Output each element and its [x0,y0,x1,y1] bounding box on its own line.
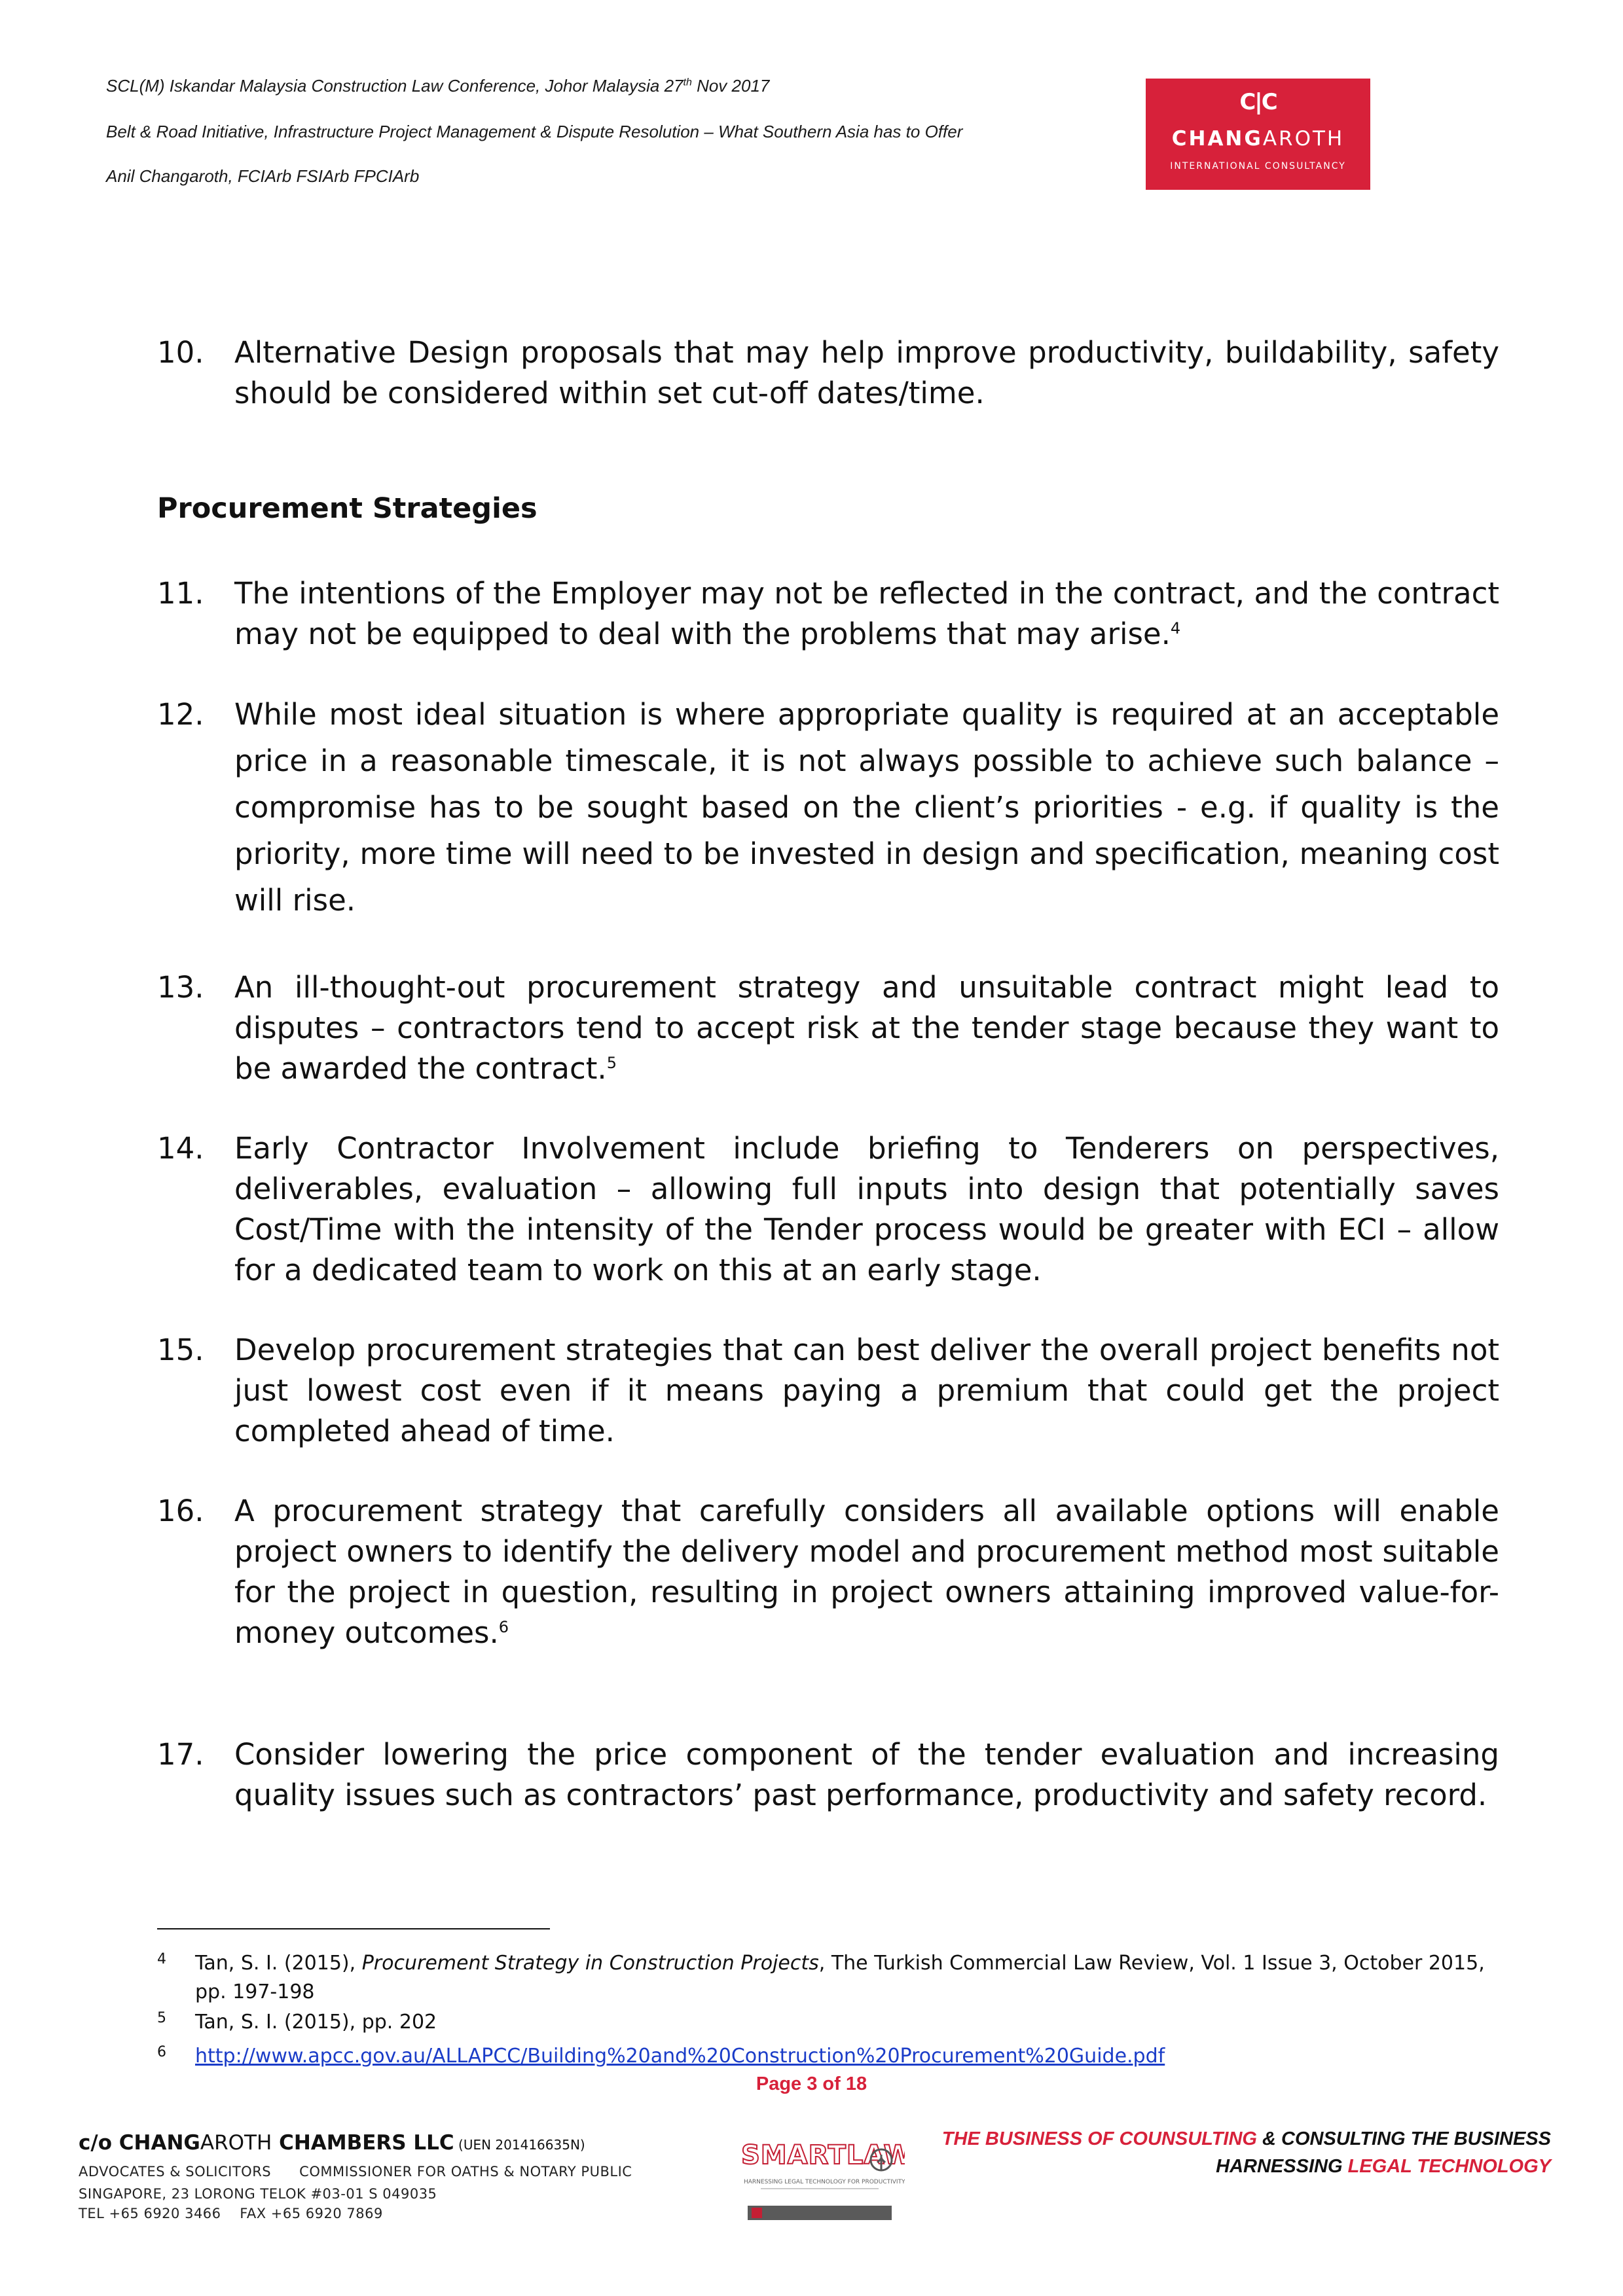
footnote-number: 5 [157,2010,166,2026]
smartlaw-icon [735,2128,905,2227]
footer-phone-fax: TEL +65 6920 3466 FAX +65 6920 7869 [79,2206,383,2221]
footnote-ref[interactable]: 6 [498,1618,509,1636]
header-author-line: Anil Changaroth, FCIArb FSIArb FPCIArb [106,166,420,186]
item-text: Consider lowering the price component of the tender evaluation and increasing quality issues such as contractors’ past performance, productivity and safety record. [234,1737,1499,1812]
smartlaw-subtitle: HARNESSING LEGAL TECHNOLOGY FOR PRODUCTIVITY [744,2179,905,2185]
footer-address: SINGAPORE, 23 LORONG TELOK #03-01 S 049035 [79,2186,437,2202]
item-number: 10. [157,335,204,370]
list-item-13 [157,967,1499,1089]
footer-tagline-1: THE BUSINESS OF COUNSULTING & CONSULTING THE BUSINESS [941,2128,1551,2149]
footnote-number: 6 [157,2044,166,2060]
list-item-16 [157,1491,1499,1653]
footer-tagline-2: HARNESSING LEGAL TECHNOLOGY [1216,2156,1551,2177]
footnote-number: 4 [157,1951,166,1967]
list-item-10 [157,332,1499,414]
logo-mark-icon: C|C [1239,89,1277,115]
footnote-6 [157,2042,1499,2071]
header-conference-line: SCL(M) Iskandar Malaysia Construction Law Conference, Johor Malaysia 27th Nov 2017 [106,76,770,96]
item-number: 16. [157,1494,204,1528]
item-number: 12. [157,697,204,732]
footnote-text: Tan, S. I. (2015), pp. 202 [195,2011,437,2034]
list-item-15 [157,1330,1499,1452]
section-heading: Procurement Strategies [157,492,538,525]
item-text: The intentions of the Employer may not be reflected in the contract, and the contract may not be equipped to deal with the problems that may arise.$^4$ [234,576,1499,651]
item-number: 11. [157,576,204,611]
list-item-17 [157,1734,1499,1816]
logo-subtitle: INTERNATIONAL CONSULTANCY [1170,161,1346,171]
footnote-ref[interactable]: 4 [1170,619,1181,637]
item-number: 17. [157,1737,204,1772]
list-item-11 [157,573,1499,655]
smartlaw-logo [735,2128,905,2227]
list-item-14 [157,1128,1499,1291]
changaroth-logo [1146,79,1370,190]
footer-firm-name: c/o CHANGAROTH CHAMBERS LLC (UEN 201416635N) [79,2131,585,2155]
page-number: Page 3 of 18 [756,2073,867,2094]
footnote-text: Tan, S. I. (2015), Procurement Strategy in Construction Projects, The Turkish Commercial Law Review, Vol. 1 Issue 3, October 2015, pp. 197-198 [195,1952,1485,2003]
item-text: An ill-thought-out procurement strategy and unsuitable contract might lead to disputes – contractors tend to accept risk at the tender stage because they want to be awarded the contract.$^5$ [234,970,1499,1086]
logo-name: CHANGAROTH [1171,127,1345,151]
item-number: 13. [157,970,204,1005]
footnote-ref[interactable]: 5 [606,1054,617,1072]
item-text: Alternative Design proposals that may help improve productivity, buildability, safety should be considered within set cut-off dates/time. [234,335,1499,410]
header-topic-line: Belt & Road Initiative, Infrastructure Project Management & Dispute Resolution – What Southern Asia has to Offer [106,122,963,141]
footer-practice-line: ADVOCATES & SOLICITORS COMMISSIONER FOR OATHS & NOTARY PUBLIC [79,2164,632,2179]
item-number: 14. [157,1131,204,1166]
footnote-divider [157,1928,550,1929]
item-text: Develop procurement strategies that can best deliver the overall project benefits not just lowest cost even if it means paying a premium that could get the project completed ahead of time. [234,1333,1499,1448]
item-text: Early Contractor Involvement include briefing to Tenderers on perspectives, deliverables, evaluation – allowing full inputs into design that potentially saves Cost/Time with the intensity of the Tender process would be greater with ECI – allow for a dedicated team to work on this at an early stage. [234,1131,1499,1287]
footnote-link[interactable]: http://www.apcc.gov.au/ALLAPCC/Building%20and%20Construction%20Procurement%20Guide.pdf [195,2045,1165,2068]
footnote-5 [157,2008,1499,2037]
item-number: 15. [157,1333,204,1367]
item-text: While most ideal situation is where appropriate quality is required at an acceptable price in a reasonable timescale, it is not always possible to achieve such balance – compromise has to be sought based on the client’s priorities - e.g. if quality is the priority, more time will need to be invested in design and specification, meaning cost will rise. [234,697,1499,918]
footnote-4 [157,1949,1499,2007]
smartlaw-wordmark: SMARTLAW [741,2140,905,2170]
item-text: A procurement strategy that carefully considers all available options will enable project owners to identify the delivery model and procurement method most suitable for the project in question, resulting in project owners attaining improved value-for-money outcomes.$^6$ [234,1494,1499,1650]
list-item-12 [157,691,1499,924]
